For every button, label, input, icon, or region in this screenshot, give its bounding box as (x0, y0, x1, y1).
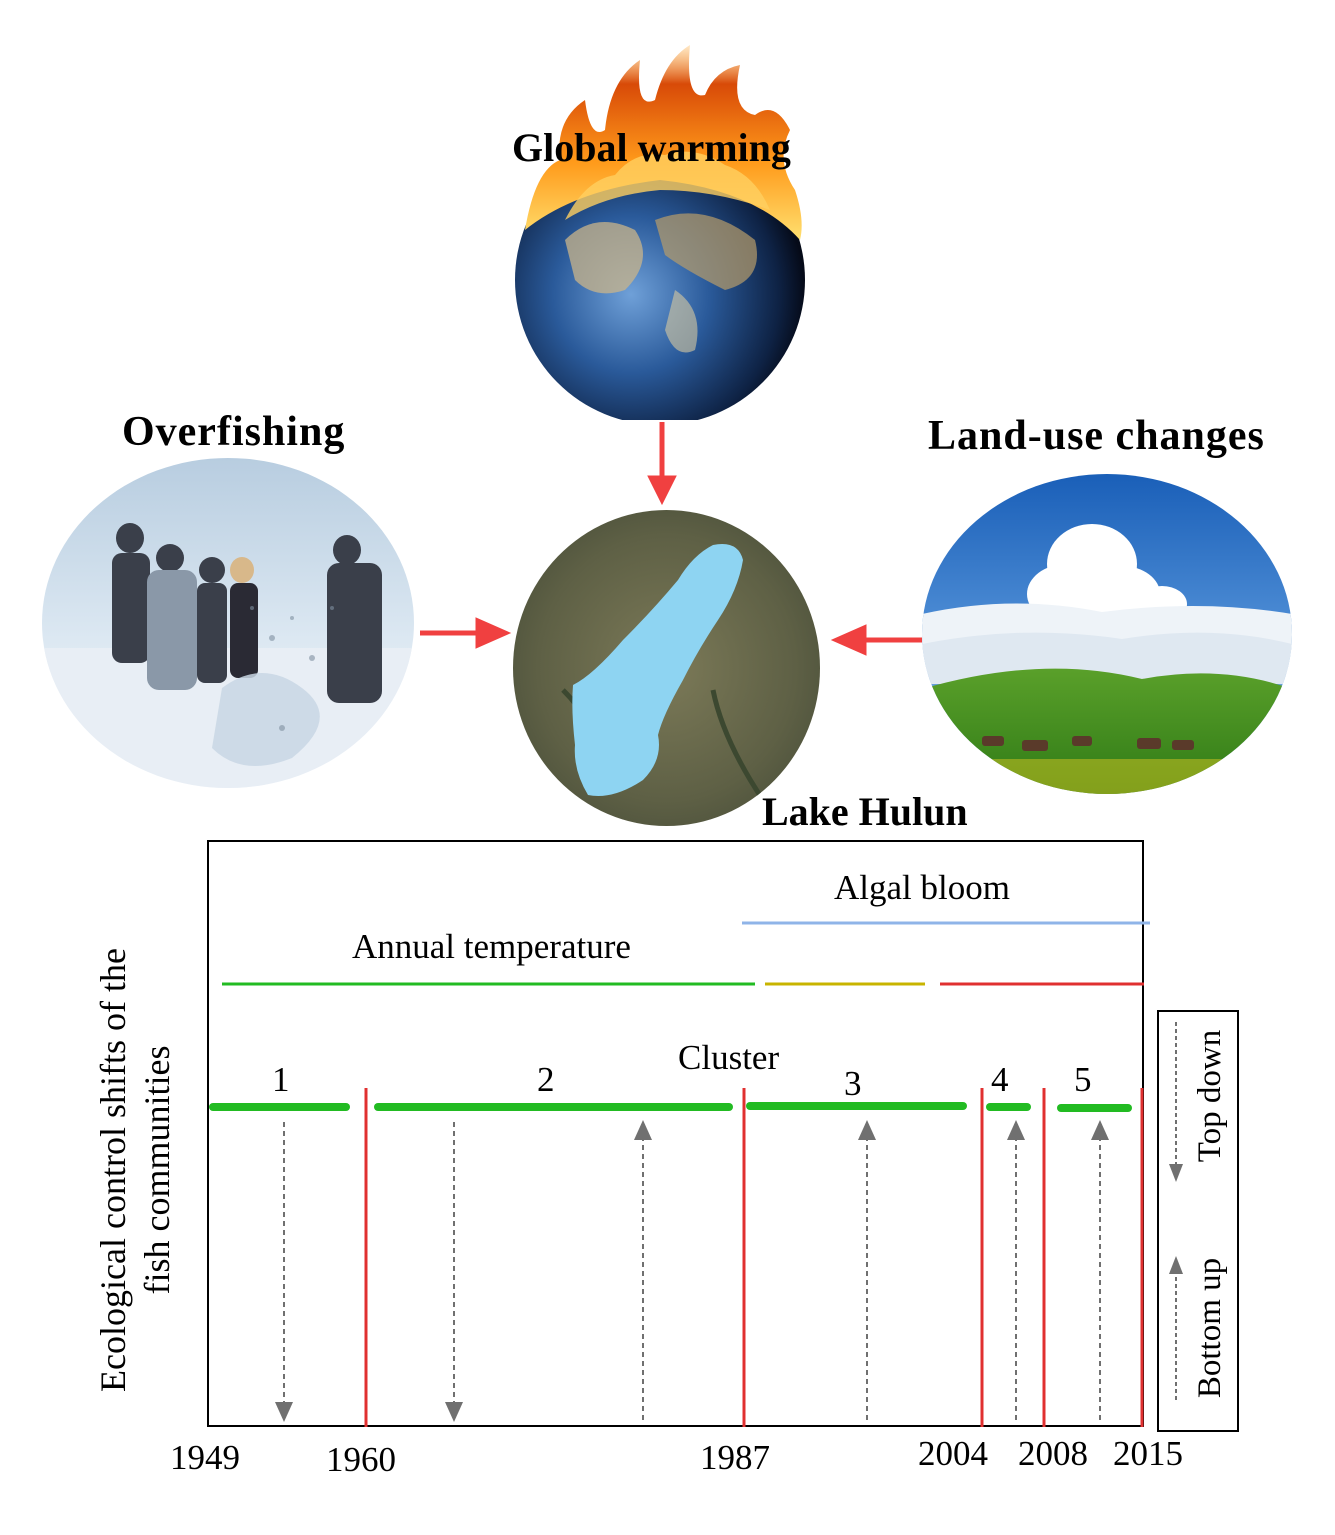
cluster-number-3: 3 (844, 1064, 862, 1103)
lake-hulun-label: Lake Hulun (762, 789, 968, 834)
land-use-label: Land-use changes (928, 413, 1265, 459)
year-label-1949: 1949 (170, 1438, 240, 1477)
year-label-2015: 2015 (1113, 1434, 1183, 1473)
year-label-1987: 1987 (700, 1438, 770, 1477)
global-warming-image (505, 40, 815, 420)
algal-bloom-label: Algal bloom (834, 868, 1010, 907)
arrow-land-use (832, 625, 922, 655)
year-label-1960: 1960 (326, 1440, 396, 1479)
y-axis-title-line1: Ecological control shifts of the (93, 948, 133, 1392)
year-label-2008: 2008 (1018, 1434, 1088, 1473)
timeline-frame (207, 840, 1144, 1427)
arrow-global-warming (648, 422, 676, 504)
cluster-number-5: 5 (1074, 1060, 1092, 1099)
legend-bottom-up-label (1190, 1238, 1230, 1418)
arrow-overfishing (420, 618, 510, 648)
legend-top-down-text: Top down (1192, 1029, 1228, 1163)
y-axis-title (91, 900, 201, 1440)
cluster-number-2: 2 (537, 1060, 555, 1099)
overfishing-label: Overfishing (122, 409, 346, 455)
overfishing-image (42, 458, 414, 788)
y-axis-title-line2: fish communities (137, 1045, 177, 1295)
legend-top-down-label (1190, 1006, 1230, 1186)
land-use-image (922, 474, 1292, 794)
cluster-label: Cluster (678, 1038, 780, 1077)
legend-bottom-up-text: Bottom up (1192, 1257, 1228, 1399)
annual-temperature-label: Annual temperature (352, 927, 631, 966)
lake-hulun-image (513, 510, 820, 826)
global-warming-label: Global warming (512, 125, 791, 170)
cluster-number-1: 1 (272, 1060, 290, 1099)
cluster-number-4: 4 (991, 1060, 1009, 1099)
year-label-2004: 2004 (918, 1434, 988, 1473)
